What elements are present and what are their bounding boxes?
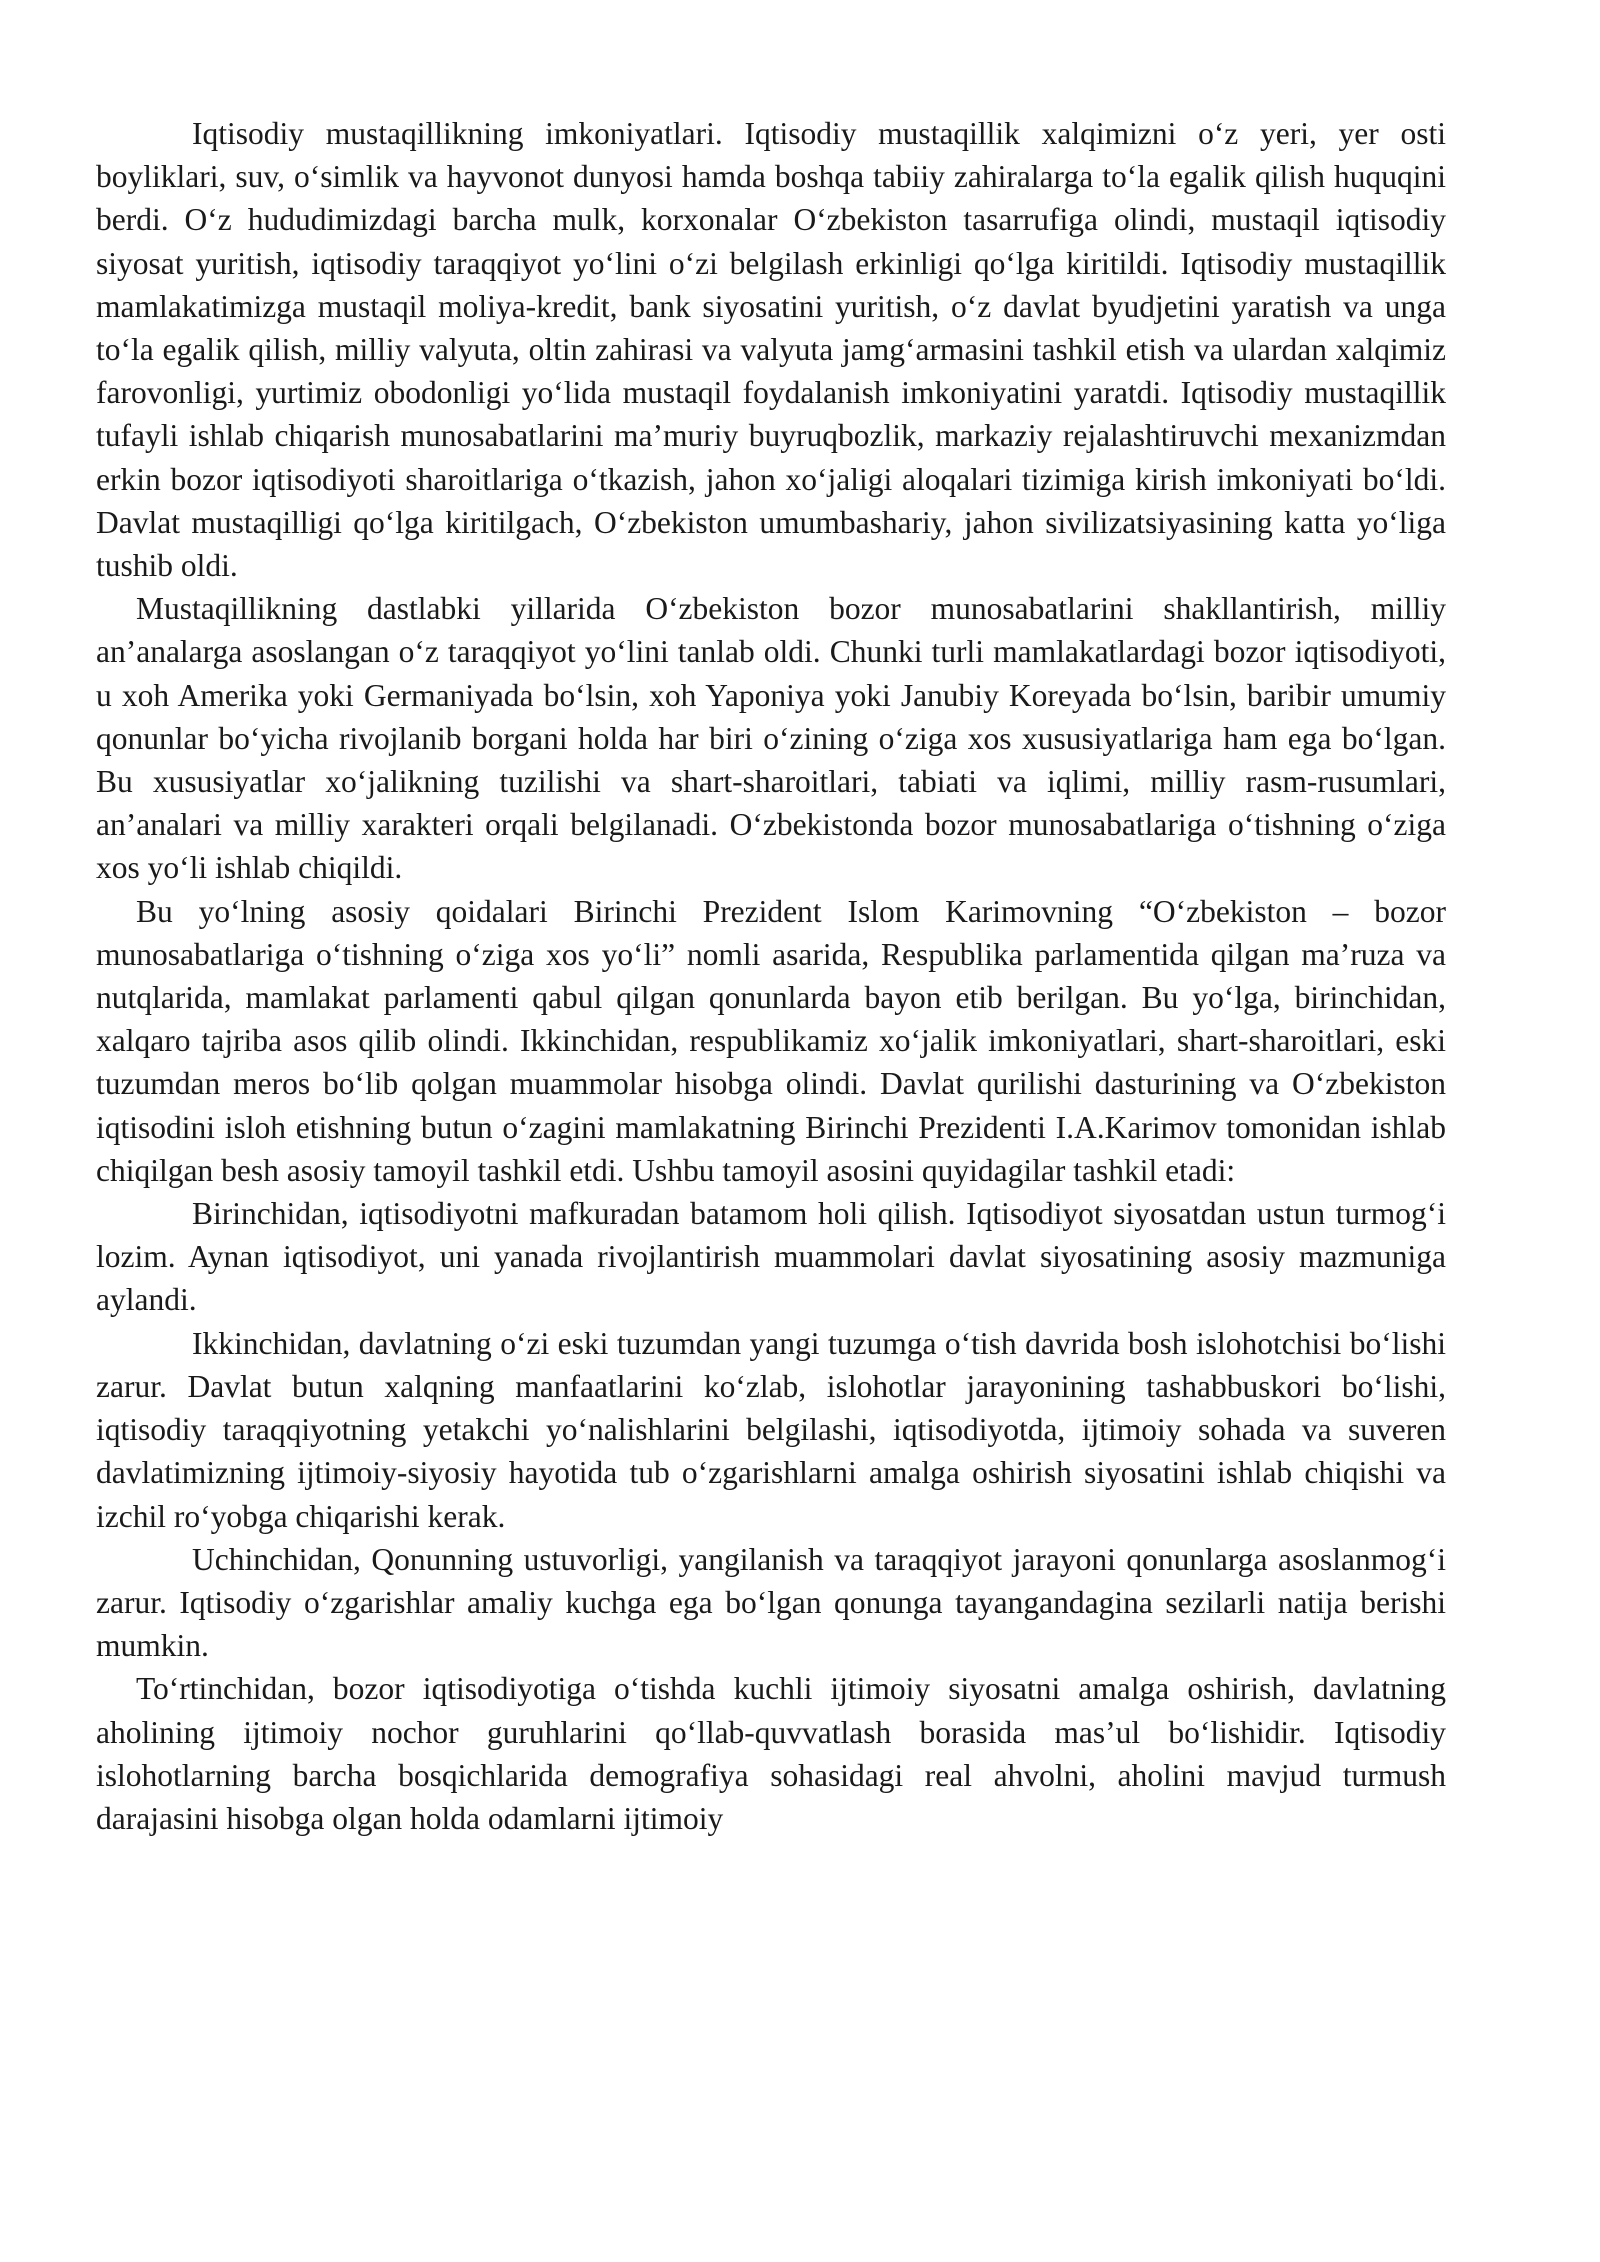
paragraph-early-years: Mustaqillikning dastlabki yillarida O‘zbekiston bozor munosabatlarini shakllantirish, milliy an’analarga asoslangan o‘z taraqqiyot yo‘lini tanlab oldi. Chunki turli mamlakatlardagi bozor iqtisodiyoti, u xoh Amerika yoki Germaniyada bo‘lsin, xoh Yaponiya yoki Janubiy Koreyada bo‘lsin, baribir umumiy qonunlar bo‘yicha rivojlanib borgani holda har biri o‘zining o‘ziga xos xususiyatlariga ham ega bo‘lgan. Bu xususiyatlar xo‘jalikning tuzilishi va shart-sharoitlari, tabiati va iqlimi, milliy rasm-rusumlari, an’analari va milliy xarakteri orqali belgilanadi. O‘zbekistonda bozor munosabatlariga o‘tishning o‘ziga xos yo‘li ishlab chiqildi. [96,591,1446,886]
paragraph-fourth-principle: To‘rtinchidan, bozor iqtisodiyotiga o‘tishda kuchli ijtimoiy siyosatni amalga oshirish, davlatning aholining ijtimoiy nochor guruhlarini qo‘llab-quvvatlash borasida mas’ul bo‘lishidir. Iqtisodiy islohotlarning barcha bosqichlarida demografiya sohasidagi real ahvolni, aholini mavjud turmush darajasini hisobga olgan holda odamlarni ijtimoiy [96,1671,1446,1836]
paragraph-second-principle: Ikkinchidan, davlatning o‘zi eski tuzumdan yangi tuzumga o‘tish davrida bosh islohotchisi bo‘lishi zarur. Davlat butun xalqning manfaatlarini ko‘zlab, islohotlar jarayonining tashabbuskori bo‘lishi, iqtisodiy taraqqiyotning yetakchi yo‘nalishlarini belgilashi, iqtisodiyotda, ijtimoiy sohada va suveren davlatimizning ijtimoiy-siyosiy hayotida tub o‘zgarishlarni amalga oshirish siyosatini ishlab chiqishi va izchil ro‘yobga chiqarishi kerak. [96,1325,1446,1534]
paragraph-economic-independence: Iqtisodiy mustaqillikning imkoniyatlari. Iqtisodiy mustaqillik xalqimizni o‘z yeri, yer osti boyliklari, suv, o‘simlik va hayvonot dunyosi hamda boshqa tabiiy zahiralarga to‘la egalik qilish huquqini berdi. O‘z hududimizdagi barcha mulk, korxonalar O‘zbekiston tasarrufiga olindi, mustaqil iqtisodiy siyosat yuritish, iqtisodiy taraqqiyot yo‘lini o‘zi belgilash erkinligi qo‘lga kiritildi. Iqtisodiy mustaqillik mamlakatimizga mustaqil moliya-kredit, bank siyosatini yuritish, o‘z davlat byudjetini yaratish va unga to‘la egalik qilish, milliy valyuta, oltin zahirasi va valyuta jamg‘armasini tashkil etish va ulardan xalqimiz farovonligi, yurtimiz obodonligi yo‘lida mustaqil foydalanish imkoniyatini yaratdi. Iqtisodiy mustaqillik tufayli ishlab chiqarish munosabatlarini ma’muriy buyruqbozlik, markaziy rejalashtiruvchi mexanizmdan erkin bozor iqtisodiyoti sharoitlariga o‘tkazish, jahon xo‘jaligi aloqalari tizimiga kirish imkoniyati bo‘ldi. Davlat mustaqilligi qo‘lga kiritilgach, O‘zbekiston umumbashariy, jahon sivilizatsiyasining katta yo‘liga tushib oldi. [96,116,1446,584]
paragraph-third-principle: Uchinchidan, Qonunning ustuvorligi, yangilanish va taraqqiyot jarayoni qonunlarga asoslanmog‘i zarur. Iqtisodiy o‘zgarishlar amaliy kuchga ega bo‘lgan qonunga tayangandagina sezilarli natija berishi mumkin. [96,1541,1446,1664]
paragraph-main-principles: Bu yo‘lning asosiy qoidalari Birinchi Prezident Islom Karimovning “O‘zbekiston – bozor munosabatlariga o‘tishning o‘ziga xos yo‘li” nomli asarida, Respublika parlamentida qilgan ma’ruza va nutqlarida, mamlakat parlamenti qabul qilgan qonunlarda bayon etib berilgan. Bu yo‘lga, birinchidan, xalqaro tajriba asos qilib olindi. Ikkinchidan, respublikamiz xo‘jalik imkoniyatlari, shart-sharoitlari, eski tuzumdan meros bo‘lib qolgan muammolar hisobga olindi. Davlat qurilishi dasturining va O‘zbekiston iqtisodini isloh etishning butun o‘zagini mamlakatning Birinchi Prezidenti I.A.Karimov tomonidan ishlab chiqilgan besh asosiy tamoyil tashkil etdi. Ushbu tamoyil asosini quyidagilar tashkil etadi: [96,893,1446,1188]
document-page [96,112,1446,1840]
paragraph-first-principle: Birinchidan, iqtisodiyotni mafkuradan batamom holi qilish. Iqtisodiyot siyosatdan ustun turmog‘i lozim. Aynan iqtisodiyot, uni yanada rivojlantirish muammolari davlat siyosatining asosiy mazmuniga aylandi. [96,1196,1446,1318]
